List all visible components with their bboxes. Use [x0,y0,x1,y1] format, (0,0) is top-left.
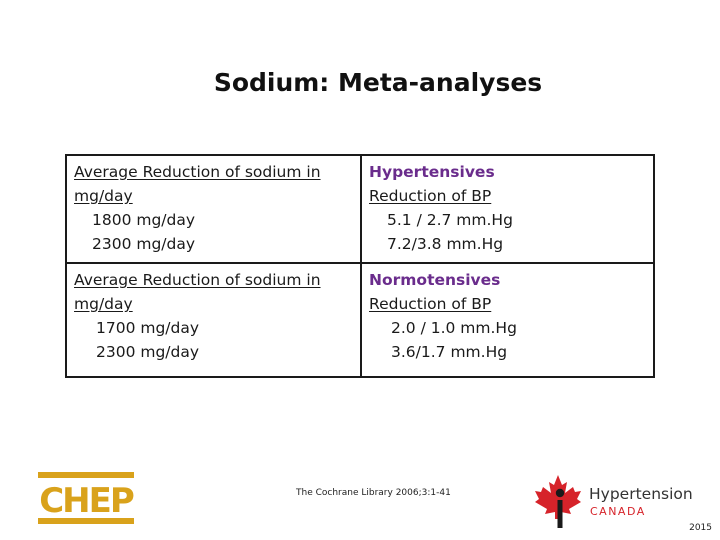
hc-logo-sub: CANADA [590,505,646,518]
citation: The Cochrane Library 2006;3:1-41 [296,488,451,498]
bp-value: 2.0 / 1.0 mm.Hg [391,319,517,337]
table-row [66,155,654,263]
hc-logo-name: Hypertension [589,485,693,503]
chep-logo [38,472,134,524]
bp-reduction-cell [361,263,654,377]
sodium-value: 2300 mg/day [92,235,196,253]
sodium-value: 1700 mg/day [96,319,200,337]
bp-reduction-cell [361,155,654,263]
sodium-value: 2300 mg/day [96,343,200,361]
sodium-value: 1800 mg/day [92,211,196,229]
chep-logo-text: CHEP [39,481,133,521]
bp-value: 3.6/1.7 mm.Hg [391,343,508,361]
group-label: Hypertensives [369,163,495,181]
slide-year: 2015 [689,523,712,533]
maple-leaf-icon [533,471,583,529]
slide-title: Sodium: Meta-analyses [213,68,543,97]
bp-reduction-heading: Reduction of BP [369,295,492,313]
bp-value: 5.1 / 2.7 mm.Hg [387,211,513,229]
bp-value: 7.2/3.8 mm.Hg [387,235,504,253]
table-row [66,263,654,377]
sodium-reduction-cell [66,263,361,377]
hypertension-canada-logo [533,471,693,529]
bp-reduction-heading: Reduction of BP [369,187,492,205]
sodium-reduction-heading: Average Reduction of sodium in mg/day [74,271,321,313]
group-label: Normotensives [369,271,501,289]
sodium-reduction-cell [66,155,361,263]
sodium-reduction-heading: Average Reduction of sodium in mg/day [74,163,321,205]
meta-analysis-table [65,154,655,378]
